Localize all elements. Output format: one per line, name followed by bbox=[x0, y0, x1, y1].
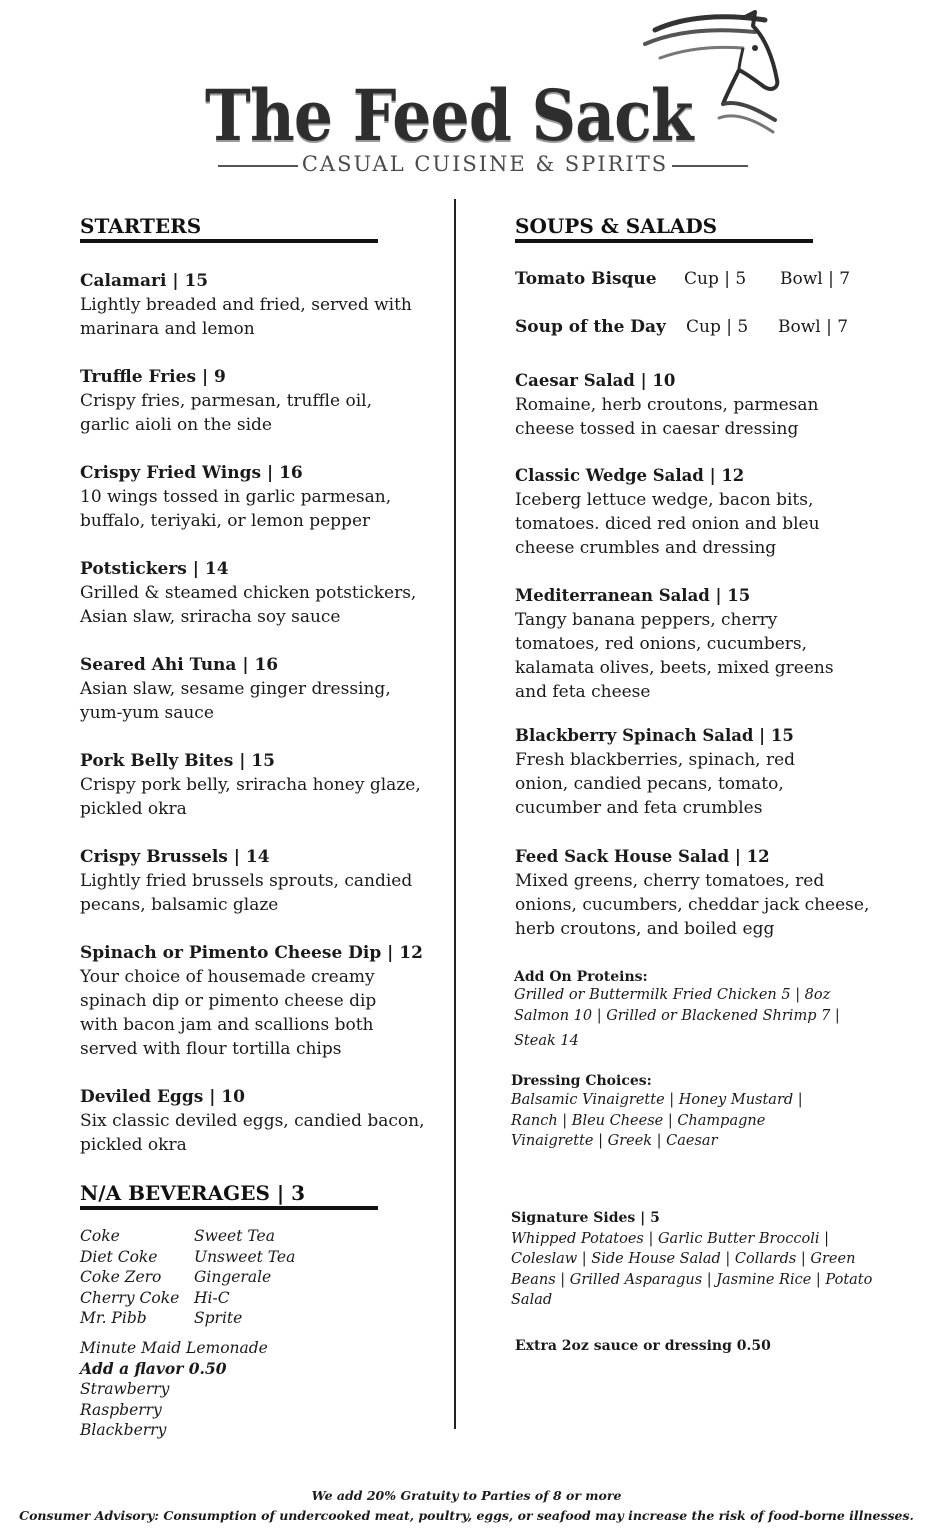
beverage-list-col1: Coke Diet Coke Coke Zero Cherry Coke Mr. Pibb bbox=[80, 1227, 180, 1327]
menu-item: Potstickers | 14 Grilled & steamed chicken potstickers, Asian slaw, sriracha soy sauce bbox=[80, 559, 417, 627]
beverages-heading-rule bbox=[80, 1206, 378, 1210]
beverage-list-col2: Sweet Tea Unsweet Tea Gingerale Hi-C Sprite bbox=[194, 1227, 296, 1327]
salad-item: Caesar Salad | 10 Romaine, herb croutons, parmesan cheese tossed in caesar dressing bbox=[515, 371, 819, 439]
restaurant-logo bbox=[0, 0, 933, 190]
menu-item: Calamari | 15 Lightly breaded and fried, served with marinara and lemon bbox=[80, 271, 412, 339]
menu-item: Crispy Fried Wings | 16 10 wings tossed in garlic parmesan, buffalo, teriyaki, or lemon pepper bbox=[80, 463, 392, 531]
logo-title: The Feed Sack bbox=[205, 74, 693, 157]
menu-item: Truffle Fries | 9 Crispy fries, parmesan, truffle oil, garlic aioli on the side bbox=[80, 367, 372, 435]
dressing-choices: Dressing Choices: Balsamic Vinaigrette | Honey Mustard | Ranch | Bleu Cheese | Champagne Vinaigrette | Greek | Caesar bbox=[511, 1073, 803, 1149]
soup-bowl-price: Bowl | 7 bbox=[780, 269, 851, 289]
extra-sauce-note: Extra 2oz sauce or dressing 0.50 bbox=[515, 1338, 771, 1354]
menu-item: Pork Belly Bites | 15 Crispy pork belly, sriracha honey glaze, pickled okra bbox=[80, 751, 421, 819]
soup-cup-price: Cup | 5 bbox=[684, 269, 747, 289]
menu-item: Spinach or Pimento Cheese Dip | 12 Your choice of housemade creamy spinach dip or pimento cheese dip with bacon jam and scallions both served with flour tortilla chips bbox=[80, 943, 423, 1059]
salad-item: Classic Wedge Salad | 12 Iceberg lettuce wedge, bacon bits, tomatoes. diced red onion and bleu cheese crumbles and dressing bbox=[515, 466, 820, 558]
gratuity-note: We add 20% Gratuity to Parties of 8 or more bbox=[311, 1488, 622, 1503]
menu-item: Crispy Brussels | 14 Lightly fried brussels sprouts, candied pecans, balsamic glaze bbox=[80, 847, 413, 915]
soups-salads-heading: SOUPS & SALADS bbox=[515, 214, 718, 238]
salad-item: Feed Sack House Salad | 12 Mixed greens, cherry tomatoes, red onions, cucumbers, cheddar jack cheese, herb croutons, and boiled egg bbox=[515, 847, 870, 939]
soup-bowl-price: Bowl | 7 bbox=[778, 317, 849, 337]
add-on-proteins: Add On Proteins: Grilled or Buttermilk Fried Chicken 5 | 8oz Salmon 10 | Grilled or Blackened Shrimp 7 | Steak 14 bbox=[514, 969, 840, 1049]
menu-item: Seared Ahi Tuna | 16 Asian slaw, sesame ginger dressing, yum-yum sauce bbox=[80, 655, 391, 723]
menu-item: Deviled Eggs | 10 Six classic deviled eggs, candied bacon, pickled okra bbox=[80, 1087, 425, 1155]
starters-heading-rule bbox=[80, 239, 378, 243]
soup-cup-price: Cup | 5 bbox=[686, 317, 749, 337]
column-divider bbox=[454, 199, 456, 1429]
soups-salads-heading-rule bbox=[515, 239, 813, 243]
soup-row: Soup of the Day bbox=[515, 317, 666, 337]
beverages-heading: N/A BEVERAGES | 3 bbox=[80, 1181, 305, 1205]
soup-row: Tomato Bisque bbox=[515, 269, 657, 289]
consumer-advisory: Consumer Advisory: Consumption of undercooked meat, poultry, eggs, or seafood may increase the risk of food-borne illnesses. bbox=[19, 1508, 914, 1523]
lemonade-block: Minute Maid Lemonade Add a flavor 0.50 Strawberry Raspberry Blackberry bbox=[80, 1339, 268, 1439]
logo-tagline: CASUAL CUISINE & SPIRITS bbox=[301, 152, 669, 176]
tagline-rule-left bbox=[218, 165, 298, 167]
signature-sides: Signature Sides | 5 Whipped Potatoes | Garlic Butter Broccoli | Coleslaw | Side House Salad | Collards | Green Beans | Grilled Asparagus | Jasmine Rice | Potato Salad bbox=[511, 1210, 873, 1308]
salad-item: Mediterranean Salad | 15 Tangy banana peppers, cherry tomatoes, red onions, cucumbers, kalamata olives, beets, mixed greens and feta cheese bbox=[515, 586, 834, 702]
starters-heading: STARTERS bbox=[80, 214, 202, 238]
tagline-rule-right bbox=[672, 165, 748, 167]
salad-item: Blackberry Spinach Salad | 15 Fresh blackberries, spinach, red onion, candied pecans, tomato, cucumber and feta crumbles bbox=[515, 726, 796, 818]
